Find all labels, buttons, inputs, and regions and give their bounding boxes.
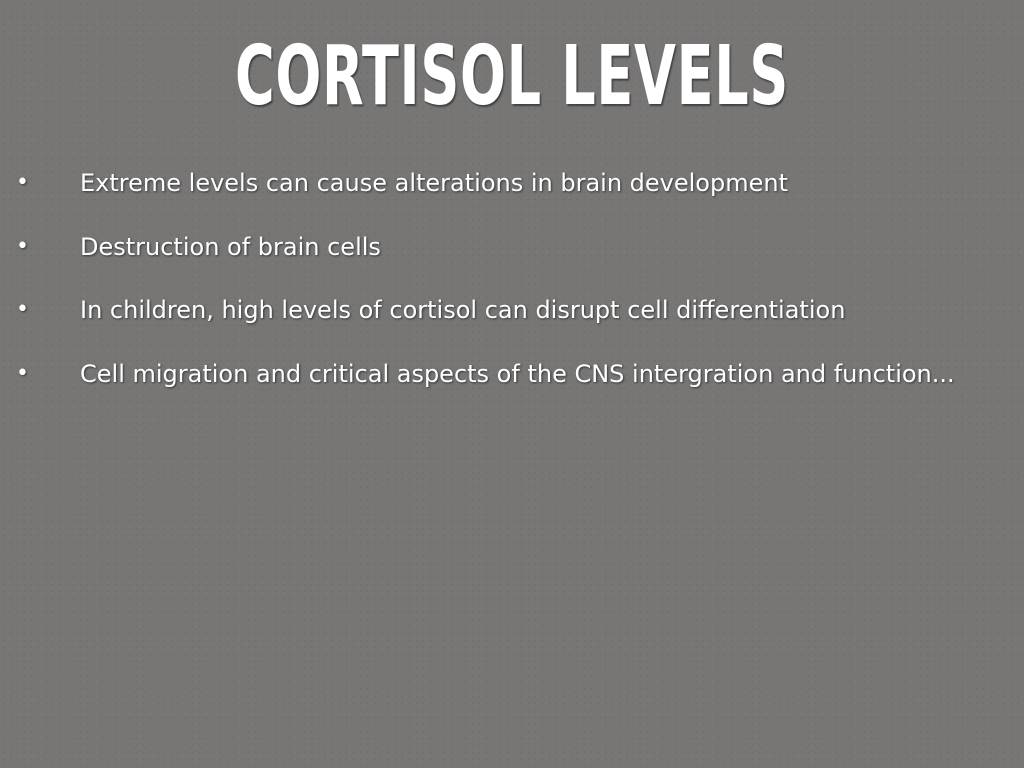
bullet-text: Cell migration and critical aspects of the CNS intergration and function...: [80, 359, 955, 388]
bullet-marker: •: [16, 170, 29, 195]
bullet-list: [0, 164, 1024, 418]
bullet-item: [0, 291, 1024, 355]
bullet-item: [0, 164, 1024, 228]
bullet-marker: •: [16, 233, 29, 259]
bullet-marker: •: [16, 297, 29, 322]
bullet-marker: •: [16, 360, 29, 386]
bullet-text: In children, high levels of cortisol can disrupt cell differentiation: [80, 296, 846, 324]
bullet-text: Destruction of brain cells: [80, 232, 381, 261]
bullet-item: [0, 355, 1024, 419]
bullet-item: [0, 228, 1024, 292]
bullet-text: Extreme levels can cause alterations in brain development: [80, 169, 788, 197]
slide-title: CORTISOL LEVELS: [234, 29, 790, 124]
